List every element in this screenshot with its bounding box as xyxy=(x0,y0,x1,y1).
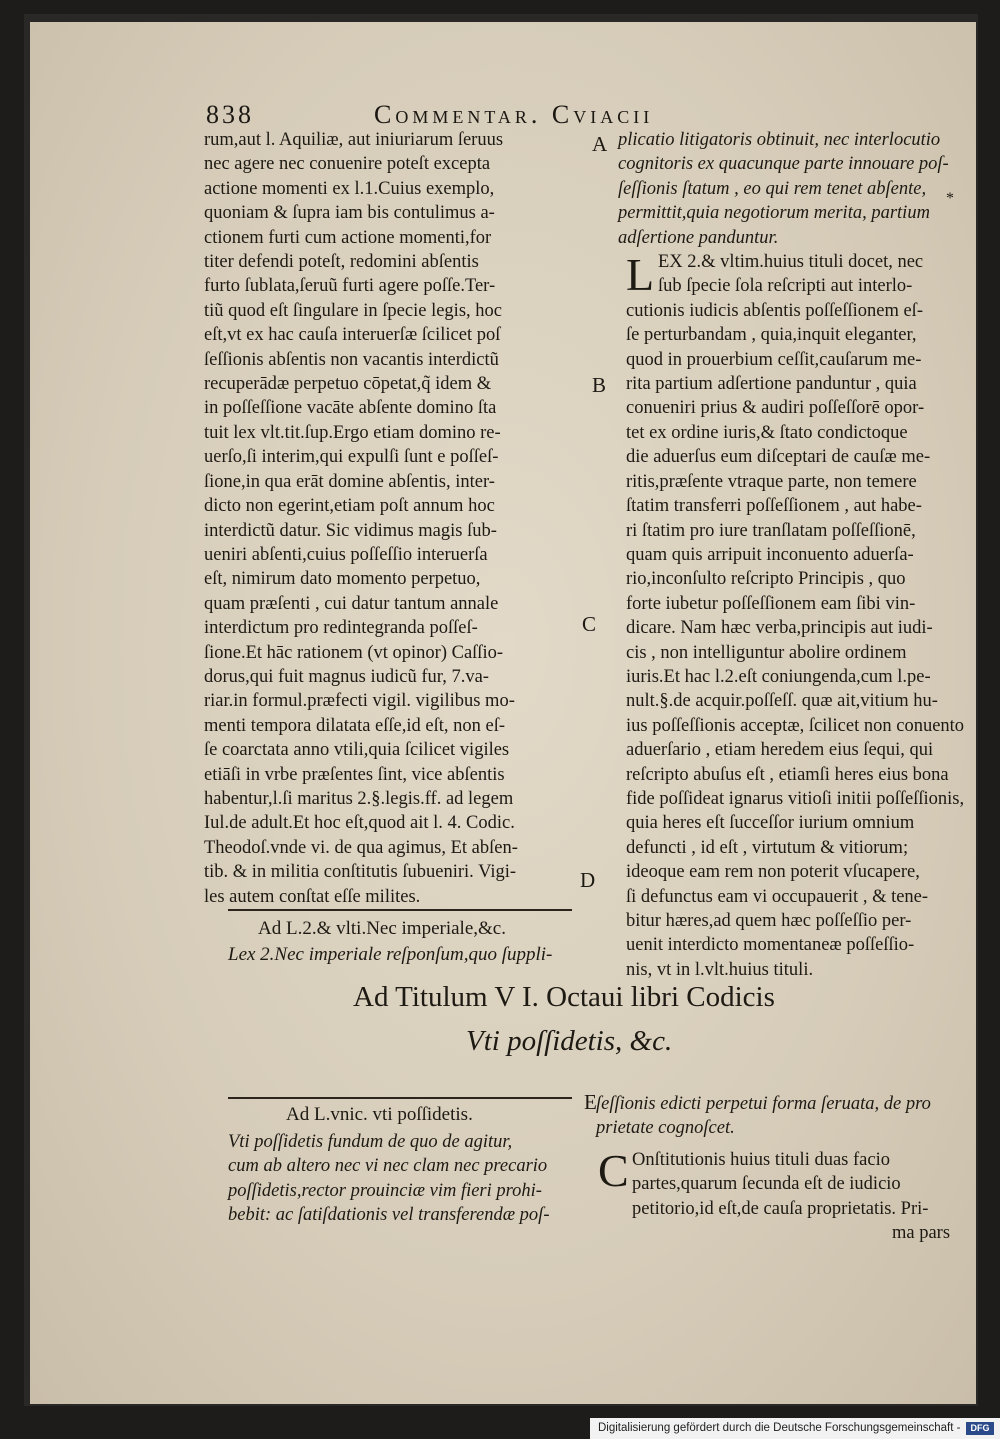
text-line: interdictum pro redintegranda poſſeſ- xyxy=(204,618,478,639)
text-line: in poſſeſſione vacāte abſente domino ſta xyxy=(204,398,497,419)
text-line: poſſidetis,rector prouinciæ vim fieri prohi- xyxy=(228,1180,542,1201)
text-line: ueniri abſenti,cuius poſſeſſio interuerſa xyxy=(204,544,488,565)
text-line: menti tempora dilatata eſſe,id eſt, non eſ- xyxy=(204,715,506,736)
text-line: rita partium adſertione panduntur , quia xyxy=(626,374,917,395)
text-line: iuris.Et hac l.2.eſt coniungenda,cum l.pe- xyxy=(626,666,931,687)
text-line: quam quis arripuit inconuento aduerſa- xyxy=(626,544,914,565)
text-line: dorus,qui fuit magnus iudicũ fur, 7.va- xyxy=(204,666,489,687)
text-line: titer defendi poteſt, redomini abſentis xyxy=(204,252,479,273)
lower-left-heading: Ad L.vnic. vti poſſidetis. xyxy=(286,1104,473,1125)
text-line: petitorio,id eſt,de cauſa proprietatis. Pri- xyxy=(632,1198,929,1219)
text-line: uerſo,ſi interim,qui expulſi ſunt e poſſeſ- xyxy=(204,447,499,468)
text-line: ſione,in qua erāt domine abſentis, inter- xyxy=(204,471,495,492)
text-line: riar.in formul.præfecti vigil. vigilibus mo- xyxy=(204,691,515,712)
lower-right-body xyxy=(632,1148,950,1246)
margin-letter-a: A xyxy=(592,132,608,156)
quote-line: plicatio litigatoris obtinuit, nec interlocutio xyxy=(618,130,941,150)
text-line: Vti poſſidetis fundum de quo de agitur, xyxy=(228,1132,513,1152)
subheading-rule xyxy=(228,909,572,911)
text-line: rio,inconſulto reſcripto Principis , quo xyxy=(626,569,906,590)
text-line: defuncti , id eſt , virtutum & vitiorum; xyxy=(626,837,909,858)
text-line: les autem conſtat eſſe milites. xyxy=(204,886,421,907)
text-line: prietate cognoſcet. xyxy=(596,1118,735,1139)
text-line: Iul.de adult.Et hoc eſt,quod ait l. 4. Codic. xyxy=(204,813,515,834)
lower-left-text xyxy=(228,1130,549,1228)
text-line: ideoque eam rem non poterit vſucapere, xyxy=(626,862,920,883)
text-line: tib. & in militia conſtitutis ſubueniri. Vigi- xyxy=(204,862,517,883)
text-line: ſub ſpecie ſola reſcripti aut interlo- xyxy=(658,276,913,297)
page-number: 838 xyxy=(206,100,254,129)
text-line: actione momenti ex l.1.Cuius exemplo, xyxy=(204,178,495,199)
left-subheading: Ad L.2.& vlti.Nec imperiale,&c. xyxy=(258,918,506,939)
footer-text: Digitalisierung gefördert durch die Deutsche Forschungsgemeinschaft - xyxy=(598,1422,961,1434)
text-line: ma pars xyxy=(892,1223,951,1244)
running-title: Commentar. Cviacii xyxy=(374,100,654,129)
text-line: quam præſenti , cui datur tantum annale xyxy=(204,593,499,614)
text-line: ſeſſionis edicti perpetui forma ſeruata, de pro xyxy=(596,1094,931,1114)
text-line: interdictũ datur. Sic vidimus magis ſub- xyxy=(204,520,497,541)
text-line: reſcripto abuſus eſt , etiamſi heres eius bona xyxy=(626,764,949,785)
right-column: plicatio litigatoris obtinuit, nec interlocutio cognitoris ex quacunque parte innouare poſ- ſeſſionis ſtatum , eo qui rem tenet abſente, permittit,quia negotiorum merita, partium adſertione panduntur. L EX 2.& vltim.huius tituli docet, nec ſub ſpecie ſola reſcripti aut interlo- cutionis iudicis abſentis poſſeſſionem eſ- ſe perturbandam , quia,inquit eleganter, quod in prouerbium ceſſit,cauſarum me- rita partium adſertione panduntur , quia conueniri prius & audiri poſſeſſorē opor- tet ex ordine iuris,& ſtato condictoque die aduerſus eum diſceptari de cauſæ me- ritis,præſente vtraque parte, non temere ſtatim transferri poſſeſſionem , aut habe- ri ſtatim pro iure tranſlatam poſſeſſionē, quam quis arripuit inconuento aduerſa- rio,inconſulto reſcripto Principis , quo forte iubetur poſſeſſionem eam ſibi vin- dicare. Nam hæc verba,principis aut iudi- cis , non intelliguntur abolire ordinem iuris.Et hac l.2.eſt coniungenda,cum l.pe- nult.§.de acquir.poſſeſſ. quæ ait,vitium hu- ius poſſeſſionis acceptæ, ſcilicet non conuento aduerſario , etiam heredem eius ſequi, qui reſcripto abuſus eſt , etiamſi heres eius bona fide poſſideat ignarus vitioſi initii poſſeſſionis, quia heres eſt ſucceſſor iurium omnium defuncti , id eſt , virtutum & vitiorum; ideoque eam rem non poterit vſucapere, ſi defunctus eam vi occupauerit , & tene- bitur hæres,ad quem hæc poſſeſſio per- uenit interdicto momentaneæ poſſeſſio- nis, vt in l.vlt.huius tituli. xyxy=(598,128,976,982)
text-line: die aduerſus eum diſceptari de cauſæ me- xyxy=(626,447,931,468)
text-line: nis, vt in l.vlt.huius tituli. xyxy=(626,959,814,980)
text-line: eſt, nimirum dato momento perpetuo, xyxy=(204,569,481,590)
text-line: cutionis iudicis abſentis poſſeſſionem eſ- xyxy=(626,300,923,321)
text-line: tet ex ordine iuris,& ſtato condictoque xyxy=(626,422,908,443)
text-line: uenit interdicto momentaneæ poſſeſſio- xyxy=(626,935,915,956)
text-line: ſi defunctus eam vi occupauerit , & tene- xyxy=(626,886,929,907)
text-line: quod in prouerbium ceſſit,cauſarum me- xyxy=(626,349,922,370)
text-line: bebit: ac ſatiſdationis vel transferendæ poſ- xyxy=(228,1205,550,1226)
margin-letter-e: E xyxy=(584,1090,597,1114)
text-line: EX 2.& vltim.huius tituli docet, nec xyxy=(658,252,924,273)
quote-line: permittit,quia negotiorum merita, partium xyxy=(618,203,930,224)
text-line: Theodoſ.vnde vi. de qua agimus, Et abſen- xyxy=(204,837,518,858)
digitization-footer xyxy=(590,1418,1000,1439)
text-line: fide poſſideat ignarus vitioſi initii poſſeſſionis, xyxy=(626,788,965,809)
lower-dropcap: C xyxy=(598,1145,629,1196)
text-line: quoniam & ſupra iam bis contulimus a- xyxy=(204,203,495,224)
text-line: ritis,præſente vtraque parte, non temere xyxy=(626,471,917,492)
text-line: ſe coarctata anno vtili,quia ſcilicet vigiles xyxy=(204,740,510,761)
text-line: dicare. Nam hæc verba,principis aut iudi- xyxy=(626,618,933,639)
text-line: eſt,vt ex hac cauſa interuerſæ ſcilicet poſ xyxy=(204,325,501,346)
section-subtitle: Vti poſſidetis, &c. xyxy=(466,1025,673,1057)
text-line: rum,aut l. Aquiliæ, aut iniuriarum ſeruus xyxy=(204,130,504,150)
quote-line: cognitoris ex quacunque parte innouare poſ- xyxy=(618,154,949,175)
text-line: ſe perturbandam , quia,inquit eleganter, xyxy=(626,325,917,346)
left-column xyxy=(204,128,596,909)
section-title: Ad Titulum V I. Octaui libri Codicis xyxy=(353,981,775,1013)
text-line: bitur hæres,ad quem hæc poſſeſſio per- xyxy=(626,911,912,931)
text-line: tuit lex vlt.tit.ſup.Ergo etiam domino re- xyxy=(204,422,501,443)
text-line: ſtatim transferri poſſeſſionem , aut habe- xyxy=(626,496,922,517)
left-lex-line: Lex 2.Nec imperiale reſponſum,quo ſuppli- xyxy=(228,944,553,965)
text-line: tiũ quod eſt ſingulare in ſpecie legis, hoc xyxy=(204,300,502,321)
dfg-logo: DFG xyxy=(966,1422,994,1435)
margin-letter-b: B xyxy=(592,373,607,397)
text-line: dicto non egerint,etiam poſt annum hoc xyxy=(204,496,495,517)
quote-line: adſertione panduntur. xyxy=(618,227,779,248)
text-line: conueniri prius & audiri poſſeſſorē opor- xyxy=(626,398,925,419)
lower-rule xyxy=(228,1097,572,1099)
margin-letter-d: D xyxy=(580,868,596,892)
text-line: ri ſtatim pro iure tranſlatam poſſeſſionē, xyxy=(626,520,916,541)
text-line: etiāſi in vrbe præſentes ſint, vice abſentis xyxy=(204,764,505,785)
text-line: ius poſſeſſionis acceptæ, ſcilicet non conuento xyxy=(626,715,965,736)
text-line: nult.§.de acquir.poſſeſſ. quæ ait,vitium hu- xyxy=(626,691,938,712)
text-line: cum ab altero nec vi nec clam nec precario xyxy=(228,1156,548,1177)
marginal-asterisk: * xyxy=(946,190,954,207)
text-line: cis , non intelliguntur abolire ordinem xyxy=(626,642,907,663)
text-line: ctionem furti cum actione momenti,for xyxy=(204,227,492,248)
text-line: habentur,l.ſi maritus 2.§.legis.ff. ad legem xyxy=(204,788,514,809)
text-line: furto ſublata,ſeruũ furti agere poſſe.Ter- xyxy=(204,276,496,297)
text-line: partes,quarum ſecunda eſt de iudicio xyxy=(632,1174,901,1195)
text-line: Onſtitutionis huius tituli duas facio xyxy=(632,1150,890,1170)
text-line: forte iubetur poſſeſſionem eam ſibi vin- xyxy=(626,593,916,614)
quote-line: ſeſſionis ſtatum , eo qui rem tenet abſente, xyxy=(618,178,927,199)
text-line: ſione.Et hāc rationem (vt opinor) Caſſio- xyxy=(204,642,503,663)
lower-right-text xyxy=(596,1092,931,1141)
text-line: ſeſſionis abſentis non vacantis interdictũ xyxy=(204,349,499,370)
text-line: recuperādæ perpetuo cōpetat,q̃ idem & xyxy=(204,374,492,395)
text-line: nec agere nec conuenire poteſt excepta xyxy=(204,154,491,175)
text-line: quia heres eſt ſucceſſor iurium omnium xyxy=(626,813,915,834)
margin-letter-c: C xyxy=(582,612,597,636)
text-line: aduerſario , etiam heredem eius ſequi, qui xyxy=(626,740,934,761)
